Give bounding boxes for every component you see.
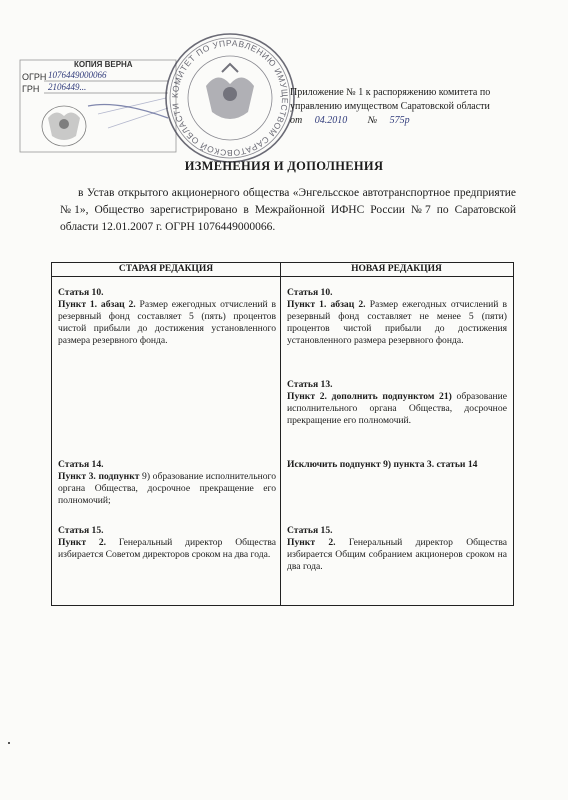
copy-certified-stamp	[18, 58, 178, 154]
new-article-heading: Статья 13.	[287, 379, 333, 390]
old-point-label: Пункт 3. подпункт	[58, 471, 140, 482]
new-article-heading: Статья 15.	[287, 525, 333, 536]
new-point-text: Размер ежегодных отчислений в резервный фонд составляет не менее 5 (пяти) процентов чистой прибыли до достижения установленного размера резервного фонда.	[287, 299, 507, 346]
ogrn-handwritten: 1076449000066	[48, 70, 107, 80]
number-prefix: №	[367, 115, 378, 126]
intro-text: в Устав открытого акционерного общества «Энгельсское автотранспортное предприятие №1», Общество зарегистрировано в Межрайонной ИФНС России №7 по Саратовской области 12.01.2007 г. ОГРН 1076449000066.	[60, 187, 516, 233]
grn-label: ГРН	[22, 84, 40, 94]
old-article-heading: Статья 14.	[58, 459, 104, 470]
date-value: 04.2010	[314, 115, 348, 126]
old-point-text: Генеральный директор Общества избирается Советом директоров сроком на два года.	[58, 537, 276, 560]
old-article-heading: Статья 15.	[58, 525, 104, 536]
new-article-10	[287, 287, 507, 347]
intro-paragraph	[60, 185, 516, 236]
annex-reference	[290, 86, 520, 128]
new-point-text: Генеральный директор Общества избирается Общим собранием акционеров сроком на два года.	[287, 537, 507, 572]
annex-line-1: Приложение № 1 к распоряжению комитета по	[290, 87, 491, 98]
new-article-15	[287, 525, 507, 573]
new-point-label: Пункт 1. абзац 2.	[287, 299, 366, 310]
seal-ring-text: КОМИТЕТ ПО УПРАВЛЕНИЮ ИМУЩЕСТВОМ САРАТОВСКОЙ ОБЛАСТИ	[169, 37, 291, 159]
grn-handwritten: 2106449...	[48, 82, 87, 92]
new-point-label: Пункт 2.	[287, 537, 336, 548]
old-point-text: 9) образование исполнительного органа Общества, досрочное прекращение его полномочий;	[58, 471, 276, 506]
eagle-emblem-icon	[42, 106, 86, 146]
new-point-text: образование исполнительного органа Общества, досрочное прекращение его полномочий.	[287, 391, 507, 426]
table-header	[52, 263, 513, 277]
date-prefix: от	[290, 115, 303, 126]
old-point-label: Пункт 2.	[58, 537, 107, 548]
old-point-text: Размер ежегодных отчислений в резервный фонд составляет 5 (пять) процентов чистой прибыли до достижения установленного размера резервного фонда.	[58, 299, 276, 346]
old-article-14	[58, 459, 276, 507]
old-point-label: Пункт 1. абзац 2.	[58, 299, 136, 310]
document-title: ИЗМЕНЕНИЯ И ДОПОЛНЕНИЯ	[184, 159, 384, 173]
old-article-10	[58, 287, 276, 347]
seal-eagle-icon	[206, 64, 254, 119]
old-article-15	[58, 525, 276, 561]
annex-date-line	[290, 114, 520, 128]
old-article-heading: Статья 10.	[58, 287, 104, 298]
new-article-14-remove: Исключить подпункт 9) пункта 3. статьи 14	[287, 459, 478, 470]
number-value: 575р	[389, 115, 410, 126]
ogrn-label: ОГРН	[22, 72, 47, 82]
column-divider	[280, 263, 281, 605]
changes-table	[51, 262, 514, 606]
header-old-edition: СТАРАЯ РЕДАКЦИЯ	[118, 264, 214, 274]
committee-round-seal	[162, 30, 298, 166]
scan-speck	[8, 742, 10, 744]
new-article-heading: Статья 10.	[287, 287, 333, 298]
annex-line-2: управлению имуществом Саратовской области	[290, 101, 490, 112]
new-article-13	[287, 379, 507, 427]
header-new-edition: НОВАЯ РЕДАКЦИЯ	[351, 264, 442, 274]
copy-stamp-text: КОПИЯ ВЕРНА	[74, 60, 133, 69]
new-point-label: Пункт 2. дополнить подпунктом 21)	[287, 391, 452, 402]
